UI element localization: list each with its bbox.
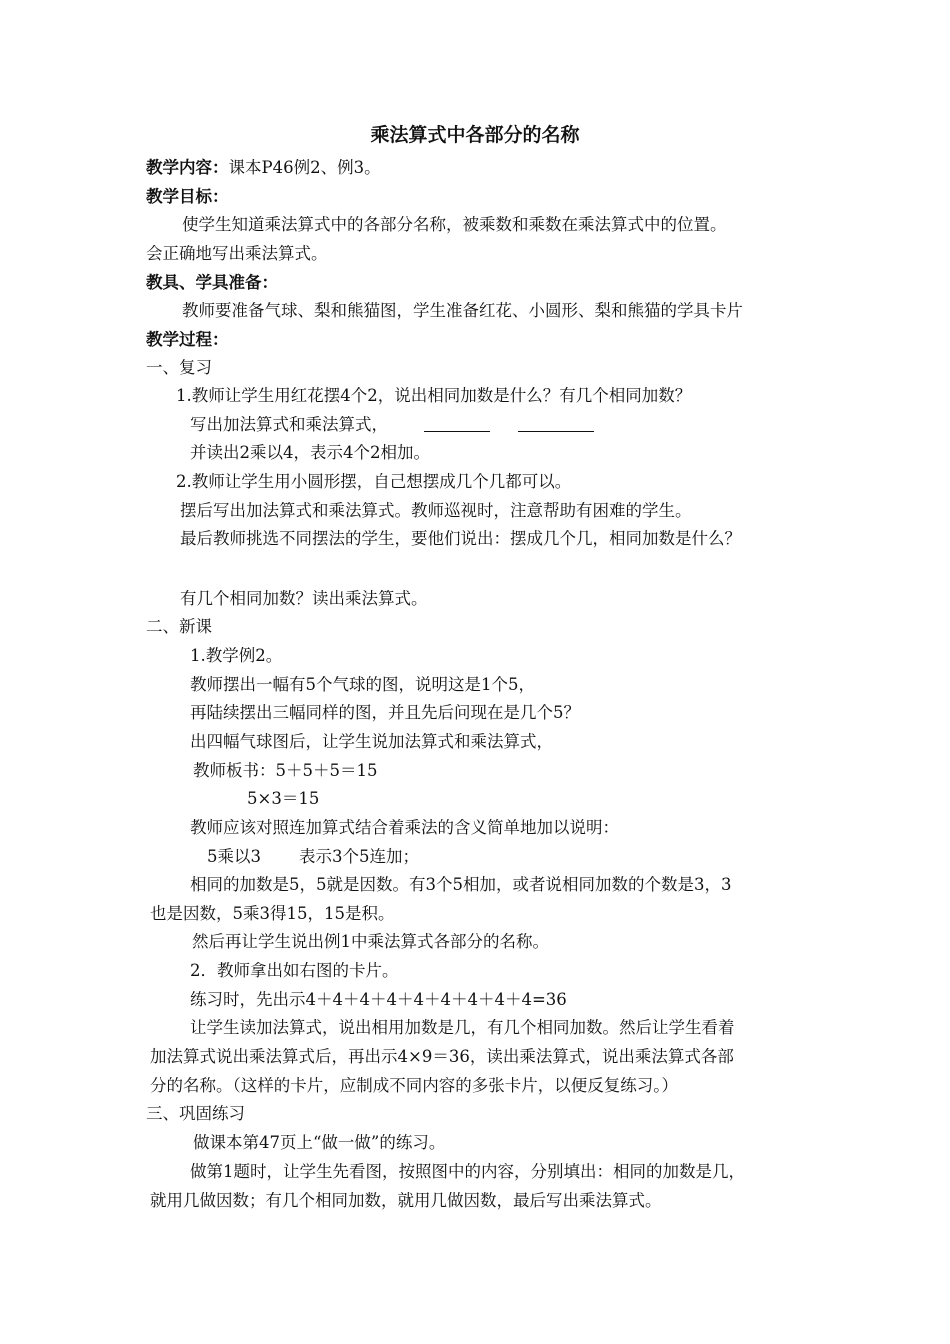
s2-line-14: 让学生读加法算式，说出相用加数是几，有几个相同加数。然后让学生看着 <box>190 1018 735 1037</box>
s2-line-7: 教师应该对照连加算式结合着乘法的含义简单地加以说明： <box>190 818 619 837</box>
s3-line-3: 就用几做因数；有几个相同加数，就用几做因数，最后写出乘法算式。 <box>150 1191 662 1210</box>
s2-line-11: 然后再让学生说出例1中乘法算式各部分的名称。 <box>192 932 549 951</box>
s2-line-5: 教师板书：5＋5＋5＝15 <box>193 761 378 780</box>
s1-line-7: 有几个相同加数？读出乘法算式。 <box>180 589 428 608</box>
s2-line-8-b: 表示3个5连加； <box>299 847 419 866</box>
blank-multiplication <box>518 430 594 432</box>
s1-line-3: 并读出2乘以4，表示4个2相加。 <box>190 443 430 462</box>
goal-line-1: 使学生知道乘法算式中的各部分名称，被乘数和乘数在乘法算式中的位置。 <box>182 215 727 234</box>
s1-line-6: 最后教师挑选不同摆法的学生，要他们说出：摆成几个几，相同加数是什么？ <box>180 529 741 548</box>
s3-line-1: 做课本第47页上“做一做”的练习。 <box>193 1133 446 1152</box>
s2-line-6: 5×3＝15 <box>247 789 320 808</box>
content-text: 课本P46例2、例3。 <box>228 158 381 177</box>
blank-addition <box>424 430 490 432</box>
s2-line-10: 也是因数，5乘3得15，15是积。 <box>150 904 395 923</box>
tools-label: 教具、学具准备： <box>146 273 278 292</box>
goal-label: 教学目标： <box>146 187 229 206</box>
page-title: 乘法算式中各部分的名称 <box>370 124 580 146</box>
s1-line-1: 1.教师让学生用红花摆4个2，说出相同加数是什么？有几个相同加数？ <box>176 386 692 405</box>
s1-line-2 <box>190 414 594 436</box>
s2-line-8-a: 5乘以3 <box>207 847 261 866</box>
s2-line-3: 再陆续摆出三幅同样的图，并且先后问现在是几个5？ <box>190 703 580 722</box>
content-line <box>146 157 381 179</box>
s2-line-8 <box>207 846 419 868</box>
section-1-heading: 一、复习 <box>146 358 212 377</box>
section-2-heading: 二、新课 <box>146 617 212 636</box>
s2-line-4: 出四幅气球图后，让学生说加法算式和乘法算式， <box>190 732 553 751</box>
s2-line-2: 教师摆出一幅有5个气球的图，说明这是1个5， <box>190 675 535 694</box>
content-label: 教学内容： <box>146 158 229 177</box>
s1-line-4: 2.教师让学生用小圆形摆，自己想摆成几个几都可以。 <box>176 472 572 491</box>
s2-line-1: 1.教学例2。 <box>190 646 283 665</box>
s1-line-5: 摆后写出加法算式和乘法算式。教师巡视时，注意帮助有困难的学生。 <box>180 501 692 520</box>
section-3-heading: 三、巩固练习 <box>146 1104 245 1123</box>
tools-text: 教师要准备气球、梨和熊猫图，学生准备红花、小圆形、梨和熊猫的学具卡片 <box>182 301 743 320</box>
s2-line-12: 2．教师拿出如右图的卡片。 <box>190 961 399 980</box>
goal-line-2: 会正确地写出乘法算式。 <box>146 244 328 263</box>
s2-line-16: 分的名称。（这样的卡片，应制成不同内容的多张卡片，以便反复练习。） <box>150 1076 678 1095</box>
process-label: 教学过程： <box>146 330 229 349</box>
s2-line-13: 练习时，先出示4＋4＋4＋4＋4＋4＋4＋4＋4=36 <box>190 990 567 1009</box>
s2-line-15: 加法算式说出乘法算式后，再出示4×9＝36，读出乘法算式，说出乘法算式各部 <box>150 1047 734 1066</box>
s1-line-2-text: 写出加法算式和乘法算式， <box>190 415 388 434</box>
s2-line-9: 相同的加数是5，5就是因数。有3个5相加，或者说相同加数的个数是3，3 <box>190 875 732 894</box>
s3-line-2: 做第1题时，让学生先看图，按照图中的内容，分别填出：相同的加数是几， <box>190 1162 745 1181</box>
